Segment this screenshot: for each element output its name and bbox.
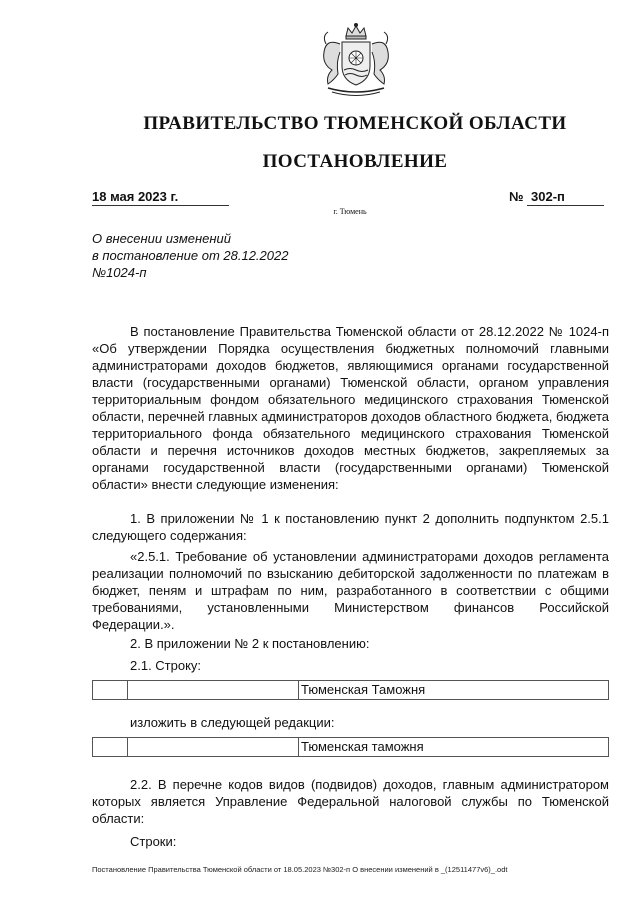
document-number: 302-п (527, 189, 604, 206)
item-2-2-paragraph: 2.2. В перечне кодов видов (подвидов) доходов, главным администратором которых является Управление Федеральной налоговой службы по Тюменской области: (92, 777, 609, 826)
document-number-label: № (509, 189, 524, 204)
table-cell (93, 681, 128, 699)
document-date: 18 мая 2023 г. (92, 189, 229, 206)
subject-line: в постановление от 28.12.2022 (92, 248, 289, 263)
item-2-1-paragraph: 2.1. Строку: (130, 658, 202, 673)
document-footer: Постановление Правительства Тюменской области от 18.05.2023 №302-п О внесении изменений в _(12511477v6)_.odt (92, 865, 508, 874)
table-new-row (92, 737, 609, 757)
replace-paragraph: изложить в следующей редакции: (130, 715, 335, 730)
document-subject (92, 230, 332, 281)
subject-line: №1024-п (92, 265, 147, 280)
table-cell (128, 738, 299, 756)
item-1-paragraph: 1. В приложении № 1 к постановлению пункт 2 дополнить подпунктом 2.5.1 следующего содержания: (92, 511, 609, 543)
table-cell-name: Тюменская Таможня (301, 682, 426, 697)
table-cell (128, 681, 299, 699)
document-type-title: ПОСТАНОВЛЕНИЕ (262, 151, 448, 172)
table-cell-name: Тюменская таможня (301, 739, 424, 754)
table-old-row (92, 680, 609, 700)
coat-of-arms-emblem (314, 22, 398, 102)
subject-line: О внесении изменений (92, 231, 231, 246)
item-1-quote-paragraph: «2.5.1. Требование об установлении администраторами доходов регламента реализации полномочий по взысканию дебиторской задолженности по платежам в бюджет, пеням и штрафам по ним, разработанного в соответствии с общими требованиями, установленными Министерством финансов Российской Федерации.». (92, 549, 609, 632)
item-2-paragraph: 2. В приложении № 2 к постановлению: (130, 636, 370, 651)
organization-title: ПРАВИТЕЛЬСТВО ТЮМЕНСКОЙ ОБЛАСТИ (143, 113, 567, 134)
city-label: г. Тюмень (333, 207, 367, 216)
intro-paragraph: В постановление Правительства Тюменской области от 28.12.2022 № 1024-п «Об утверждении Порядка осуществления бюджетных полномочий главными администраторами доходов бюджетов, являющимися органами государственной власти (государственными органами) Тюменской области, органом управления территориальным фондом обязательного медицинского страхования Тюменской области, перечней главных администраторов доходов областного бюджета, бюджета территориального фонда обязательного медицинского страхования Тюменской области и перечня источников доходов местных бюджетов, закрепляемых за органами государственной власти (государственными органами) Тюменской области» внести следующие изменения: (92, 324, 609, 492)
table-cell (93, 738, 128, 756)
rows-label: Строки: (130, 834, 177, 849)
